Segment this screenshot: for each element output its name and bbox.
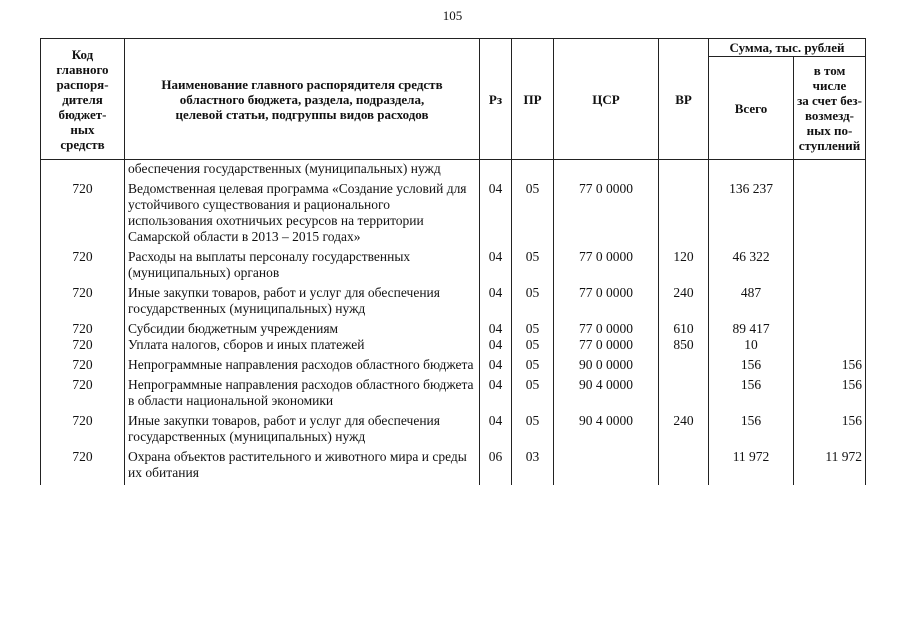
table-row bbox=[41, 337, 866, 357]
cell-total: 46 322 bbox=[709, 249, 794, 285]
cell-rz bbox=[480, 160, 512, 182]
header-free-line: в том числе bbox=[812, 63, 847, 93]
header-code-line: главного bbox=[56, 61, 109, 77]
header-free-line: ступлений bbox=[798, 138, 861, 153]
cell-csr: 90 0 0000 bbox=[554, 357, 659, 377]
cell-free bbox=[794, 249, 866, 285]
cell-vr bbox=[659, 160, 709, 182]
cell-rz: 06 bbox=[480, 449, 512, 485]
cell-total: 156 bbox=[709, 413, 794, 449]
cell-rz: 04 bbox=[480, 413, 512, 449]
cell-total bbox=[709, 160, 794, 182]
cell-vr bbox=[659, 377, 709, 413]
cell-free bbox=[794, 160, 866, 182]
cell-free: 11 972 bbox=[794, 449, 866, 485]
cell-name: Непрограммные направления расходов областного бюджета bbox=[125, 357, 480, 377]
cell-vr: 120 bbox=[659, 249, 709, 285]
cell-code: 720 bbox=[41, 181, 125, 249]
cell-free bbox=[794, 321, 866, 337]
table-row bbox=[41, 357, 866, 377]
cell-csr: 90 4 0000 bbox=[554, 377, 659, 413]
header-code-line: средств bbox=[60, 136, 105, 152]
header-code-line: бюджет- bbox=[58, 106, 107, 122]
cell-pr: 05 bbox=[512, 181, 554, 249]
cell-csr: 77 0 0000 bbox=[554, 285, 659, 321]
cell-name: Иные закупки товаров, работ и услуг для обеспечения государственных (муниципальных) нужд bbox=[125, 285, 480, 321]
cell-code: 720 bbox=[41, 357, 125, 377]
cell-pr: 05 bbox=[512, 321, 554, 337]
header-name-line: целевой статьи, подгруппы видов расходов bbox=[175, 106, 429, 122]
header-name-line: областного бюджета, раздела, подраздела, bbox=[179, 91, 425, 107]
header-total: Всего bbox=[709, 57, 794, 160]
cell-csr bbox=[554, 160, 659, 182]
cell-name: Субсидии бюджетным учреждениям bbox=[125, 321, 480, 337]
header-csr: ЦСР bbox=[554, 39, 659, 160]
header-free-line: ных по- bbox=[806, 123, 853, 138]
cell-csr bbox=[554, 449, 659, 485]
cell-free bbox=[794, 337, 866, 357]
page-number: 105 bbox=[442, 8, 463, 23]
cell-csr: 77 0 0000 bbox=[554, 249, 659, 285]
cell-free: 156 bbox=[794, 377, 866, 413]
header-name-line: Наименование главного распорядителя средств bbox=[161, 76, 443, 92]
cell-pr: 05 bbox=[512, 285, 554, 321]
table-row bbox=[41, 449, 866, 485]
cell-total: 136 237 bbox=[709, 181, 794, 249]
cell-code: 720 bbox=[41, 285, 125, 321]
cell-csr: 77 0 0000 bbox=[554, 337, 659, 357]
table-row bbox=[41, 321, 866, 337]
cell-vr: 240 bbox=[659, 413, 709, 449]
cell-csr: 77 0 0000 bbox=[554, 181, 659, 249]
header-code bbox=[41, 39, 125, 160]
cell-pr: 05 bbox=[512, 337, 554, 357]
cell-total: 11 972 bbox=[709, 449, 794, 485]
header-code-line: ных bbox=[70, 121, 95, 137]
cell-code: 720 bbox=[41, 321, 125, 337]
cell-free bbox=[794, 285, 866, 321]
table-row bbox=[41, 285, 866, 321]
table-row bbox=[41, 249, 866, 285]
budget-table bbox=[40, 38, 866, 485]
cell-rz: 04 bbox=[480, 337, 512, 357]
cell-code: 720 bbox=[41, 337, 125, 357]
cell-name: обеспечения государственных (муниципальных) нужд bbox=[125, 160, 480, 182]
cell-rz: 04 bbox=[480, 377, 512, 413]
cell-pr: 05 bbox=[512, 377, 554, 413]
cell-code: 720 bbox=[41, 249, 125, 285]
cell-free: 156 bbox=[794, 413, 866, 449]
cell-vr bbox=[659, 181, 709, 249]
cell-total: 89 417 bbox=[709, 321, 794, 337]
header-free bbox=[794, 57, 866, 160]
cell-csr: 77 0 0000 bbox=[554, 321, 659, 337]
table-row bbox=[41, 377, 866, 413]
cell-name: Уплата налогов, сборов и иных платежей bbox=[125, 337, 480, 357]
cell-code: 720 bbox=[41, 413, 125, 449]
header-code-line: дителя bbox=[62, 91, 103, 107]
table-row bbox=[41, 413, 866, 449]
cell-total: 156 bbox=[709, 357, 794, 377]
header-pr: ПР bbox=[512, 39, 554, 160]
header-name bbox=[125, 39, 480, 160]
cell-total: 10 bbox=[709, 337, 794, 357]
cell-name: Расходы на выплаты персоналу государственных (муниципальных) органов bbox=[125, 249, 480, 285]
cell-name: Ведомственная целевая программа «Создание условий для устойчивого существования и рационального использования охотничьих ресурсов на территории Самарской области в 2013 – 2015 годах» bbox=[125, 181, 480, 249]
cell-code: 720 bbox=[41, 377, 125, 413]
cell-name: Охрана объектов растительного и животного мира и среды их обитания bbox=[125, 449, 480, 485]
header-free-line: возмезд- bbox=[805, 108, 854, 123]
cell-pr: 03 bbox=[512, 449, 554, 485]
cell-total: 487 bbox=[709, 285, 794, 321]
header-free-line: за счет без- bbox=[797, 93, 862, 108]
cell-pr: 05 bbox=[512, 413, 554, 449]
cell-rz: 04 bbox=[480, 181, 512, 249]
cell-csr: 90 4 0000 bbox=[554, 413, 659, 449]
header-code-line: распоря- bbox=[56, 76, 109, 92]
cell-rz: 04 bbox=[480, 285, 512, 321]
header-sum: Сумма, тыс. рублей bbox=[709, 39, 866, 57]
header-code-line: Код bbox=[71, 46, 94, 62]
cell-free: 156 bbox=[794, 357, 866, 377]
cell-pr: 05 bbox=[512, 249, 554, 285]
cell-vr bbox=[659, 449, 709, 485]
header-rz: Рз bbox=[480, 39, 512, 160]
cell-vr bbox=[659, 357, 709, 377]
cell-code: 720 bbox=[41, 449, 125, 485]
cell-rz: 04 bbox=[480, 357, 512, 377]
cell-total: 156 bbox=[709, 377, 794, 413]
cell-pr bbox=[512, 160, 554, 182]
cell-code bbox=[41, 160, 125, 182]
cell-name: Иные закупки товаров, работ и услуг для обеспечения государственных (муниципальных) нужд bbox=[125, 413, 480, 449]
cell-pr: 05 bbox=[512, 357, 554, 377]
cell-free bbox=[794, 181, 866, 249]
cell-rz: 04 bbox=[480, 249, 512, 285]
cell-rz: 04 bbox=[480, 321, 512, 337]
cell-vr: 610 bbox=[659, 321, 709, 337]
table-row bbox=[41, 160, 866, 182]
table-row bbox=[41, 181, 866, 249]
cell-vr: 240 bbox=[659, 285, 709, 321]
cell-name: Непрограммные направления расходов областного бюджета в области национальной экономики bbox=[125, 377, 480, 413]
cell-vr: 850 bbox=[659, 337, 709, 357]
header-vr: ВР bbox=[659, 39, 709, 160]
